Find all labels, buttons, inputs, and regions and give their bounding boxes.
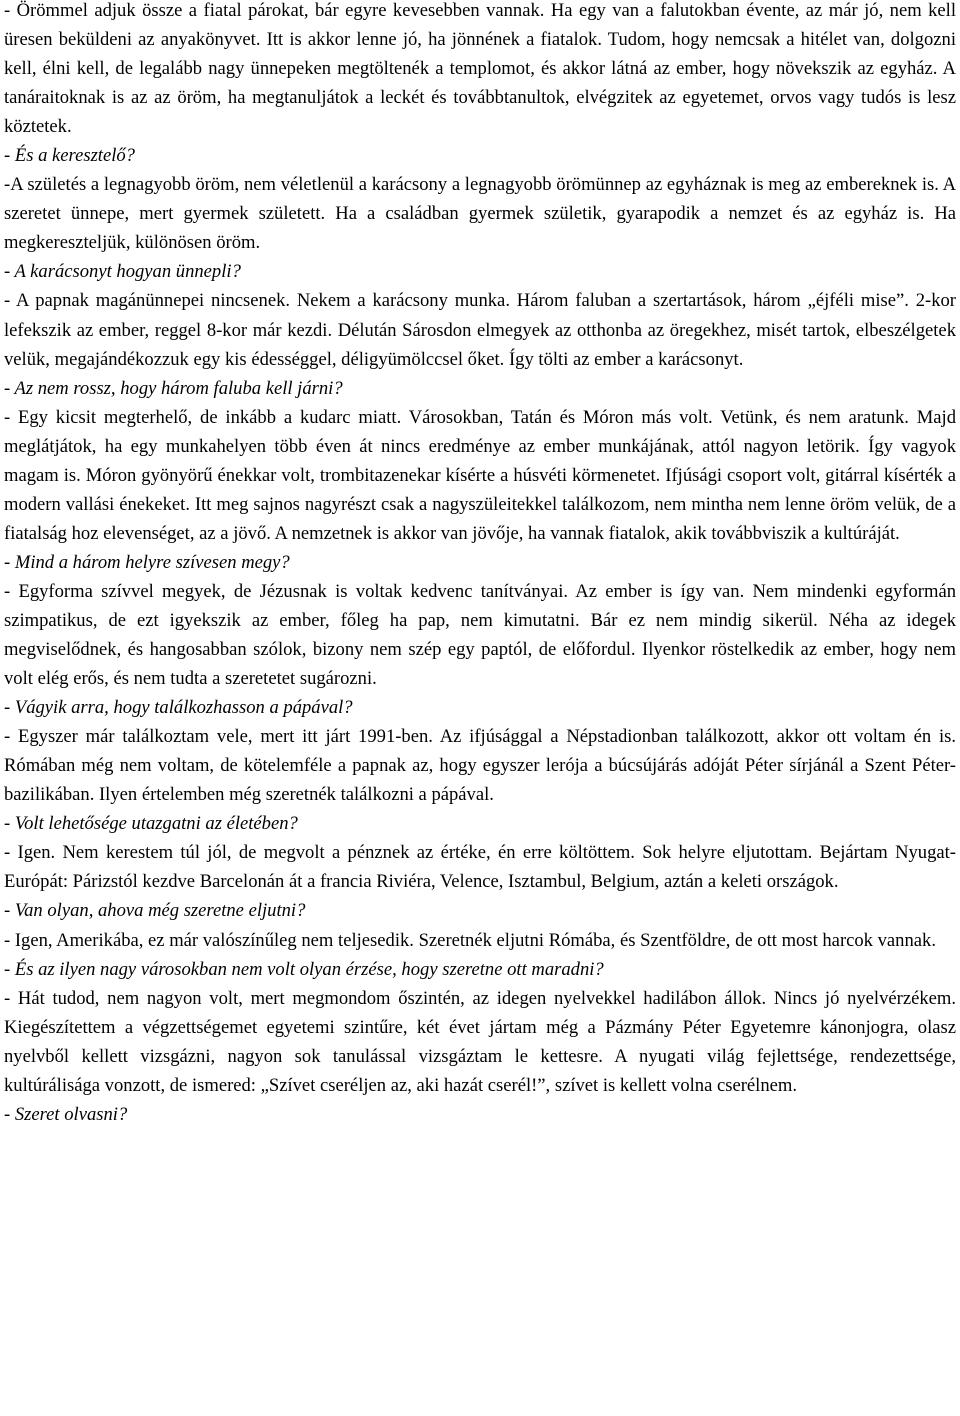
question-paragraph: - Vágyik arra, hogy találkozhasson a pápával? <box>4 697 353 719</box>
question-paragraph: - És a keresztelő? <box>4 145 135 167</box>
question-paragraph: - A karácsonyt hogyan ünnepli? <box>4 261 241 283</box>
answer-paragraph: - Örömmel adjuk össze a fiatal párokat, bár egyre kevesebben vannak. Ha egy van a falutokban évente, az már jó, nem kell üresen beküldeni az anyakönyvet. Itt is akkor lenne jó, ha jönnének a fiatalok. Tudom, hogy nemcsak a hitélet van, dolgozni kell, élni kell, de legalább nagy ünnepeken megtöltenék a templomot, és akkor látná az ember, hogy növekszik az egyház. A tanáraitoknak is az az öröm, ha megtanuljátok a leckét és továbbtanultok, elvégzitek az egyetemet, orvos vagy tudós is lesz köztetek. <box>4 0 956 138</box>
answer-paragraph: - Egyszer már találkoztam vele, mert itt járt 1991-ben. Az ifjúsággal a Népstadionban találkozott, akkor ott voltam én is. Rómában még nem voltam, de kötelemféle a papnak az, hogy egyszer lerója a búcsújárás adóját Péter sírjánál a Szent Péter-bazilikában. Ilyen értelemben még szeretnék találkozni a pápával. <box>4 726 956 806</box>
question-paragraph: - És az ilyen nagy városokban nem volt olyan érzése, hogy szeretne ott maradni? <box>4 958 604 980</box>
question-paragraph: - Az nem rossz, hogy három faluba kell járni? <box>4 377 343 399</box>
answer-paragraph: - Igen. Nem kerestem túl jól, de megvolt a pénznek az értéke, én erre költöttem. Sok helyre eljutottam. Bejártam Nyugat-Európát: Párizstól kezdve Barcelonán át a francia Riviéra, Velence, Isztambul, Belgium, aztán a keleti országok. <box>4 842 956 893</box>
answer-paragraph: -A születés a legnagyobb öröm, nem véletlenül a karácsony a legnagyobb örömünnep az egyháznak is meg az embereknek is. A szeretet ünnepe, mert gyermek született. Ha a családban gyermek születik, gyarapodik a nemzet és az egyház is. Ha megkereszteljük, különösen öröm. <box>4 174 956 254</box>
question-paragraph: - Volt lehetősége utazgatni az életében? <box>4 813 298 835</box>
answer-paragraph: - Igen, Amerikába, ez már valószínűleg nem teljesedik. Szeretnék eljutni Rómába, és Szentföldre, de ott most harcok vannak. <box>4 929 936 951</box>
answer-paragraph: - A papnak magánünnepei nincsenek. Nekem a karácsony munka. Három faluban a szertartások, három „éjféli mise”. 2-kor lefekszik az ember, reggel 8-kor már kezdi. Délután Sárosdon elmegyek az otthonba az öregekhez, misét tartok, elbeszélgetek velük, megajándékozzuk egy kis édességgel, déligyümölccsel őket. Így tölti az ember a karácsonyt. <box>4 290 956 370</box>
answer-paragraph: - Egy kicsit megterhelő, de inkább a kudarc miatt. Városokban, Tatán és Móron más volt. Vetünk, és nem aratunk. Majd meglátjátok, ha egy munkahelyen több éven át nincs eredménye az ember munkájának, attól nagyon letörik. Így vagyok magam is. Móron gyönyörű énekkar volt, trombitazenekar kísérte a húsvéti körmenetet. Ifjúsági csoport volt, gitárral kísérték a modern vallási énekeket. Itt meg sajnos nagyrészt csak a nagyszüleitekkel találkozom, nem mintha nem lenne öröm velük, de a fiatalság hoz elevenséget, az a jövő. A nemzetnek is akkor van jövője, ha vannak fiatalok, akik továbbviszik a kultúráját. <box>4 406 956 544</box>
answer-paragraph: - Egyforma szívvel megyek, de Jézusnak is voltak kedvenc tanítványai. Az ember is így van. Nem mindenki egyformán szimpatikus, de ezt igyekszik az ember, főleg ha pap, nem kimutatni. Bár ez nem mindig sikerül. Néha az idegek megviselődnek, és hangosabban szólok, bizony nem szép egy paptól, de előfordul. Ilyenkor röstelkedik az ember, hogy nem volt elég erős, és nem tudta a szeretetet sugározni. <box>4 580 956 690</box>
question-paragraph: - Van olyan, ahova még szeretne eljutni? <box>4 900 306 922</box>
answer-paragraph: - Hát tudod, nem nagyon volt, mert megmondom őszintén, az idegen nyelvekkel hadilábon állok. Nincs jó nyelvérzékem. Kiegészítettem a végzettségemet egyetemi szintűre, két évet jártam még a Pázmány Péter Egyetemre kánonjogra, olasz nyelvből kellett vizsgázni, nagyon sok tanulással vizsgáztam le kettesre. A nyugati világ fejlettsége, rendezettsége, kultúrálisága vonzott, de ismered: „Szívet cseréljen az, aki hazát cserél!”, szívet is kellett volna cserélnem. <box>4 987 956 1096</box>
question-paragraph: - Szeret olvasni? <box>4 1103 128 1125</box>
question-paragraph: - Mind a három helyre szívesen megy? <box>4 551 290 573</box>
